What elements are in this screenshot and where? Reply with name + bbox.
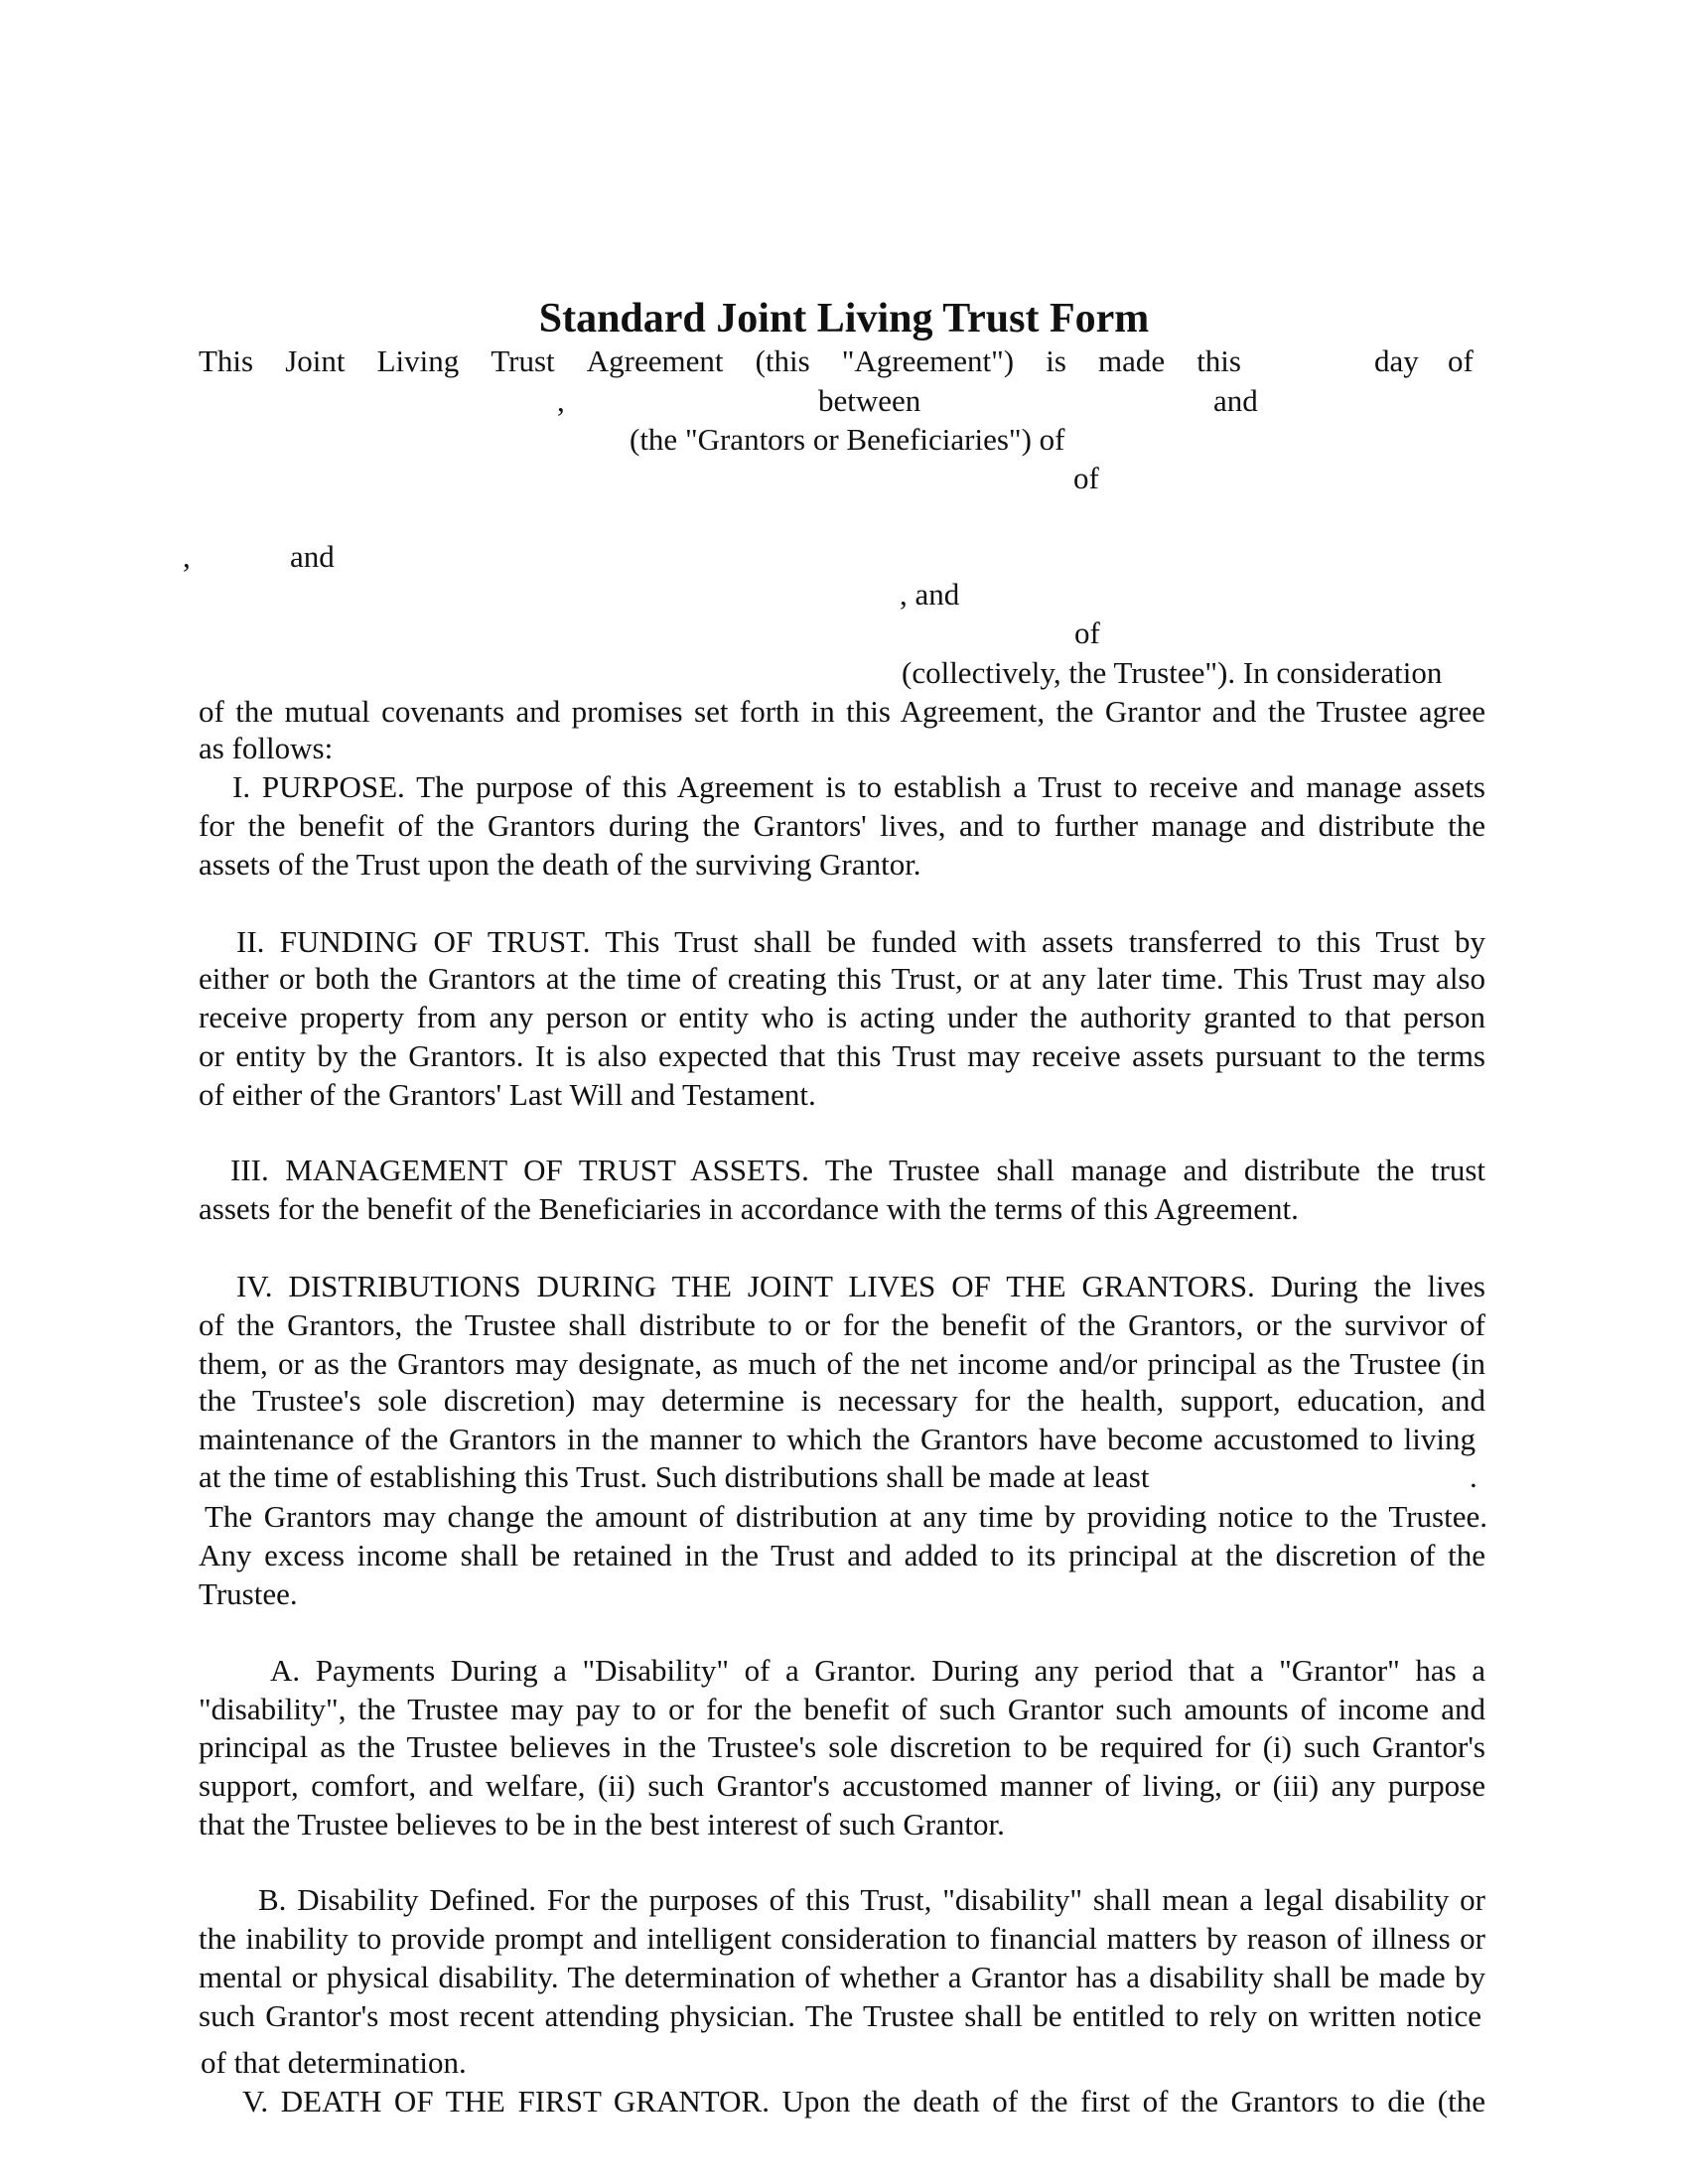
preamble-word: Agreement <box>586 343 724 378</box>
section-line: Any excess income shall be retained in the Trust and added to its principal at the discretion of the <box>199 1538 1485 1572</box>
preamble-line-1 <box>199 343 1241 379</box>
section-line: receive property from any person or entity who is acting under the authority granted to that person <box>199 1000 1485 1034</box>
section-heading-line: A. Payments During a "Disability" of a Grantor. During any period that a "Grantor" has a <box>270 1653 1485 1688</box>
section-line: such Grantor's most recent attending physician. The Trustee shall be entitled to rely on written notice <box>199 1998 1481 2033</box>
section-heading-line: III. MANAGEMENT OF TRUST ASSETS. The Trustee shall manage and distribute the trust <box>230 1153 1485 1187</box>
preamble-word: Trust <box>491 343 555 378</box>
section-line: or entity by the Grantors. It is also expected that this Trust may receive assets pursuant to the terms <box>199 1038 1485 1073</box>
preamble-word: "Agreement") <box>841 343 1015 378</box>
preamble-word: this <box>1196 343 1241 378</box>
preamble-comma-2: , <box>183 539 191 574</box>
section-line: mental or physical disability. The determination of whether a Grantor has a disability shall be made by <box>199 1960 1485 1994</box>
section-line: "disability", the Trustee may pay to or for the benefit of such Grantor such amounts of income and <box>199 1692 1485 1726</box>
preamble-of: of <box>1448 343 1474 378</box>
section-line: them, or as the Grantors may designate, as much of the net income and/or principal as the Trustee (in <box>199 1346 1485 1381</box>
section-line: at the time of establishing this Trust. Such distributions shall be made at least <box>199 1459 1150 1494</box>
section-line: of the Grantors, the Trustee shall distribute to or for the benefit of the Grantors, or the survivor of <box>199 1307 1485 1342</box>
section-heading-line: IV. DISTRIBUTIONS DURING THE JOINT LIVES OF THE GRANTORS. During the lives <box>236 1269 1485 1303</box>
preamble-of-3: of <box>1074 615 1100 650</box>
preamble-trustee: (collectively, the Trustee"). In consideration <box>902 655 1443 690</box>
section-heading-line: I. PURPOSE. The purpose of this Agreement is to establish a Trust to receive and manage assets <box>232 769 1485 804</box>
preamble-consideration: of the mutual covenants and promises set forth in this Agreement, the Grantor and the Trustee agree <box>199 694 1485 729</box>
preamble-word: made <box>1097 343 1166 378</box>
preamble-word: Living <box>376 343 460 378</box>
document-title: Standard Joint Living Trust Form <box>538 296 1150 341</box>
section-line: assets of the Trust upon the death of the surviving Grantor. <box>199 847 921 882</box>
section-heading-line: V. DEATH OF THE FIRST GRANTOR. Upon the death of the first of the Grantors to die (the <box>242 2084 1485 2118</box>
preamble-word: (this <box>755 343 810 378</box>
section-line: maintenance of the Grantors in the manner to which the Grantors have become accustomed to living <box>199 1422 1476 1456</box>
preamble-as-follows: as follows: <box>199 731 334 765</box>
section-line: the Trustee's sole discretion) may determine is necessary for the health, support, education, and <box>199 1383 1485 1418</box>
section-line-period: . <box>1470 1459 1477 1494</box>
section-line: Trustee. <box>199 1576 298 1611</box>
section-line: support, comfort, and welfare, (ii) such Grantor's accustomed manner of living, or (iii) any purpose <box>199 1768 1485 1803</box>
preamble-day: day <box>1374 343 1419 378</box>
section-line: for the benefit of the Grantors during the Grantors' lives, and to further manage and distribute the <box>199 808 1485 843</box>
section-line: of that determination. <box>201 2045 467 2080</box>
section-line: The Grantors may change the amount of distribution at any time by providing notice to the Trustee. <box>205 1499 1487 1534</box>
section-line: the inability to provide prompt and intelligent consideration to financial matters by reason of illness or <box>199 1921 1485 1956</box>
section-line: that the Trustee believes to be in the best interest of such Grantor. <box>199 1807 1005 1842</box>
preamble-comma: , <box>557 383 565 418</box>
section-line: either or both the Grantors at the time of creating this Trust, or at any later time. This Trust may also <box>199 961 1485 996</box>
preamble-and-2: and <box>290 539 335 574</box>
section-heading-line: II. FUNDING OF TRUST. This Trust shall be funded with assets transferred to this Trust by <box>236 924 1485 959</box>
section-heading-line: B. Disability Defined. For the purposes of this Trust, "disability" shall mean a legal disability or <box>258 1882 1485 1917</box>
preamble-grantors: (the "Grantors or Beneficiaries") of <box>630 422 1065 457</box>
section-line: of either of the Grantors' Last Will and Testament. <box>199 1077 816 1112</box>
section-line: assets for the benefit of the Beneficiaries in accordance with the terms of this Agreement. <box>199 1191 1299 1226</box>
preamble-word: is <box>1046 343 1066 378</box>
preamble-and: and <box>1213 383 1258 418</box>
preamble-and-3: , and <box>900 577 960 612</box>
preamble-between: between <box>818 383 921 418</box>
preamble-of-2: of <box>1073 461 1099 495</box>
preamble-word: Joint <box>285 343 346 378</box>
section-line: principal as the Trustee believes in the Trustee's sole discretion to be required for (i) such Grantor's <box>199 1729 1485 1764</box>
preamble-word: This <box>199 343 254 378</box>
